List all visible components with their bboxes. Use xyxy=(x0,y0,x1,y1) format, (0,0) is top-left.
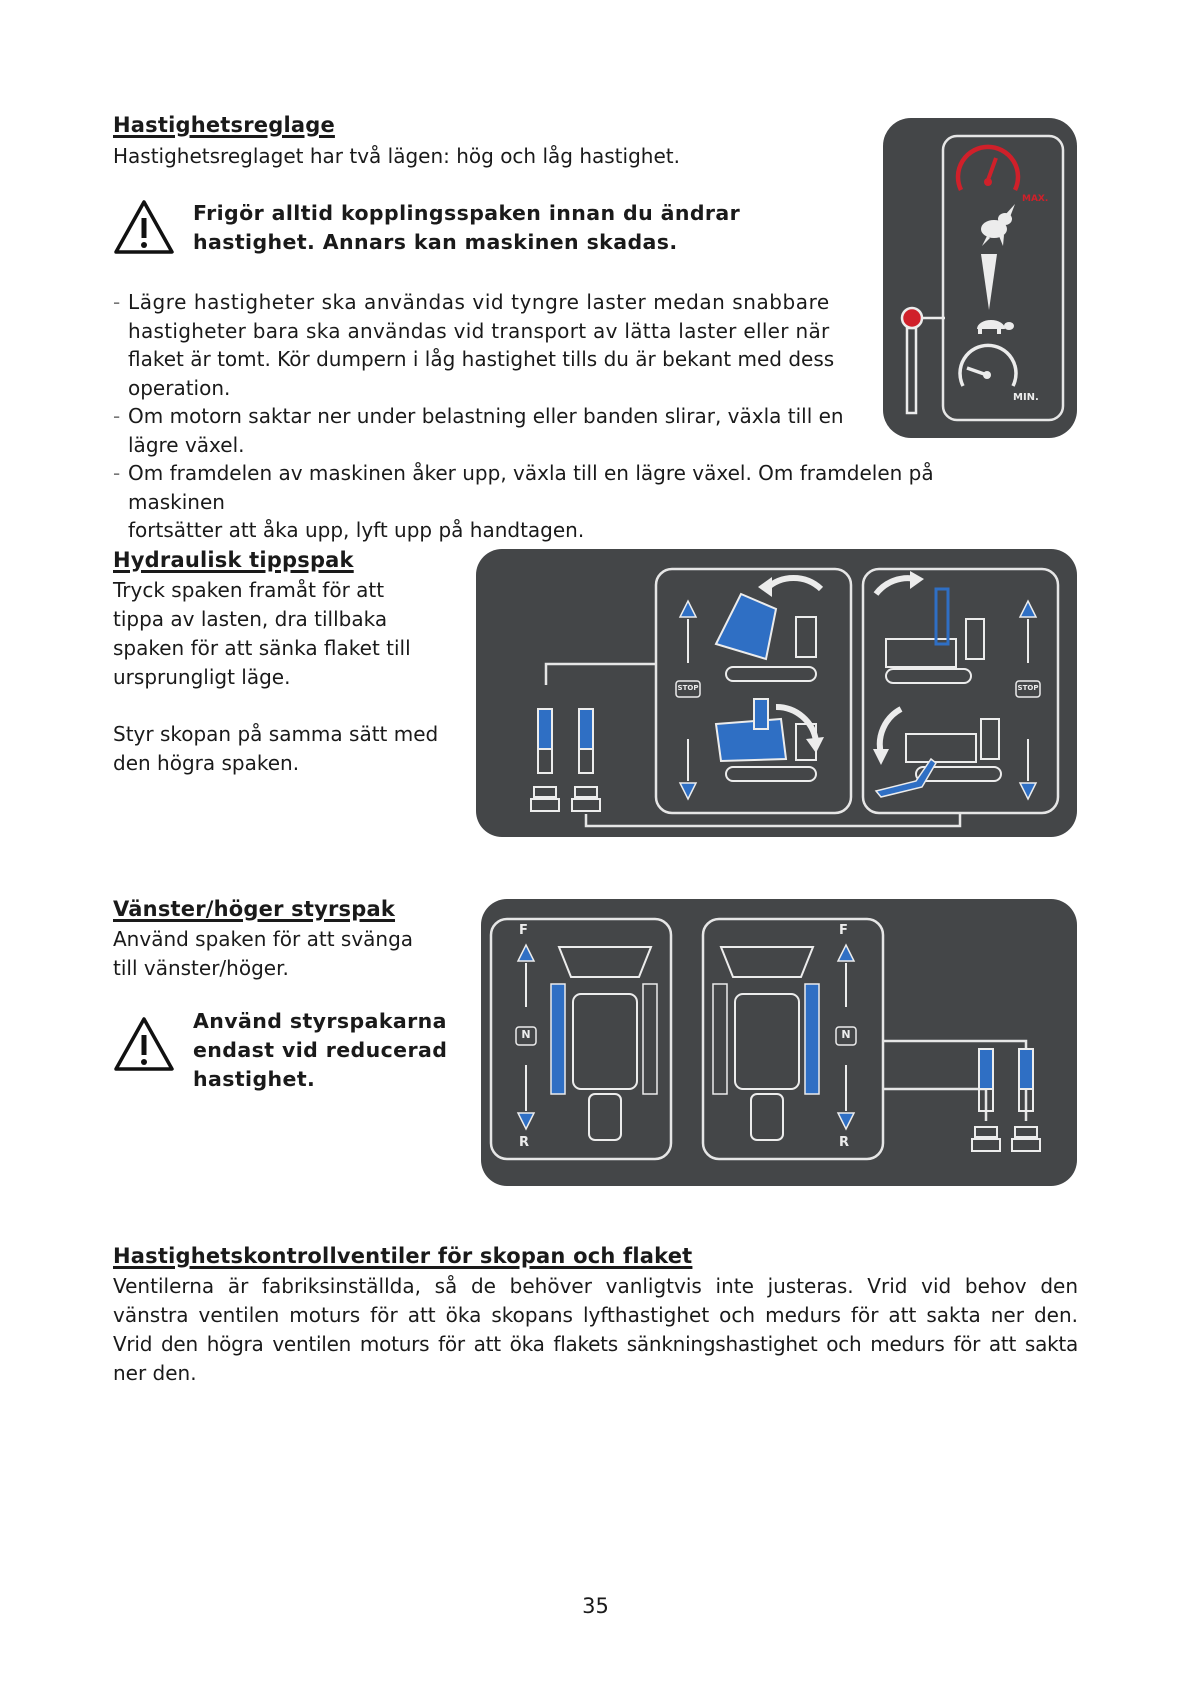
reverse-label-left: R xyxy=(519,1135,530,1150)
speed-selector-figure xyxy=(883,118,1077,438)
bucket-direction-arrow-icon xyxy=(1020,601,1036,799)
speed-bullet-list xyxy=(113,288,983,545)
max-label: MAX. xyxy=(1022,194,1049,204)
forward-label-right: F xyxy=(839,923,848,938)
stop-label-left: STOP xyxy=(677,684,699,692)
list-item: - Lägre hastigheter ska användas vid tyngre laster medan snabbare hastigheter bara ska användas vid transport av lätta laster eller när flaket är tomt. Kör dumpern i låg hastighet tills du är bekant med dess operation. xyxy=(113,288,983,402)
dumper-arm-lower-icon xyxy=(873,709,1001,797)
bucket-lever-instructions: Styr skopan på samma sätt med den högra spaken. xyxy=(113,722,439,775)
list-item: - Om motorn saktar ner under belastning eller banden slirar, växla till en lägre växel. xyxy=(113,402,983,459)
tip-direction-arrow-icon xyxy=(680,601,696,799)
rabbit-icon xyxy=(981,204,1015,246)
list-item: - Om framdelen av maskinen åker upp, växla till en lägre växel. Om framdelen på maskinen fortsätter att åka upp, lyft upp på handtagen. xyxy=(113,459,983,545)
forward-label-left: F xyxy=(519,923,528,938)
section-heading-speed-control-valves: Hastighetskontrollventiler för skopan och flaket xyxy=(113,1244,693,1268)
steering-instructions: Använd spaken för att svänga till vänster/höger. xyxy=(113,927,414,980)
min-speed-gauge-icon xyxy=(960,345,1016,386)
tip-lever-instructions: Tryck spaken framåt för att tippa av lasten, dra tillbaka spaken för att sänka flaket till ursprungligt läge. xyxy=(113,578,411,689)
left-tip-lever-icon xyxy=(531,709,559,811)
machine-top-view-right-icon xyxy=(713,947,819,1140)
speed-warning-line-2: hastighet. Annars kan maskinen skadas. xyxy=(193,230,678,254)
stop-label-right: STOP xyxy=(1017,684,1039,692)
speed-warning-line-1: Frigör alltid kopplingsspaken innan du ändrar xyxy=(193,201,741,225)
warning-triangle-icon xyxy=(113,199,175,255)
turtle-icon xyxy=(977,320,1014,334)
reverse-label-right: R xyxy=(839,1135,850,1150)
machine-top-view-left-icon xyxy=(551,947,657,1140)
lever-knob-icon xyxy=(902,308,922,328)
speed-range-arrow-icon xyxy=(981,254,997,310)
speed-control-intro: Hastighetsreglaget har två lägen: hög och låg hastighet. xyxy=(113,144,680,168)
dumper-tipping-icon xyxy=(716,577,821,681)
hydraulic-lever-figure xyxy=(476,549,1077,837)
valves-instructions: Ventilerna är fabriksinställda, så de behöver vanligtvis inte justeras. Vrid vid behov den vänstra ventilen moturs för att öka skopans lyfthastighet och medurs för att sakta ner den. Vrid den högra ventilen moturs för att öka flakets sänkningshastighet och medurs för att sakta ner den. xyxy=(113,1274,1078,1385)
section-heading-steering-lever: Vänster/höger styrspak xyxy=(113,897,396,921)
neutral-label-right: N xyxy=(841,1028,851,1041)
page-number: 35 xyxy=(582,1594,609,1618)
steering-warning: Använd styrspakarna endast vid reducerad hastighet. xyxy=(193,1009,448,1091)
max-speed-gauge-icon xyxy=(958,147,1018,190)
min-label: MIN. xyxy=(1013,392,1039,403)
steering-lever-figure xyxy=(481,899,1077,1186)
dumper-arm-raise-icon xyxy=(876,571,984,683)
neutral-label-left: N xyxy=(521,1028,531,1041)
warning-triangle-icon xyxy=(113,1016,175,1072)
right-tip-lever-icon xyxy=(572,709,600,811)
section-heading-hydraulic-tip-lever: Hydraulisk tippspak xyxy=(113,548,354,572)
section-heading-speed-control: Hastighetsreglage xyxy=(113,113,335,137)
dumper-bucket-raised-icon xyxy=(716,699,824,781)
speed-lever-icon xyxy=(907,328,916,413)
